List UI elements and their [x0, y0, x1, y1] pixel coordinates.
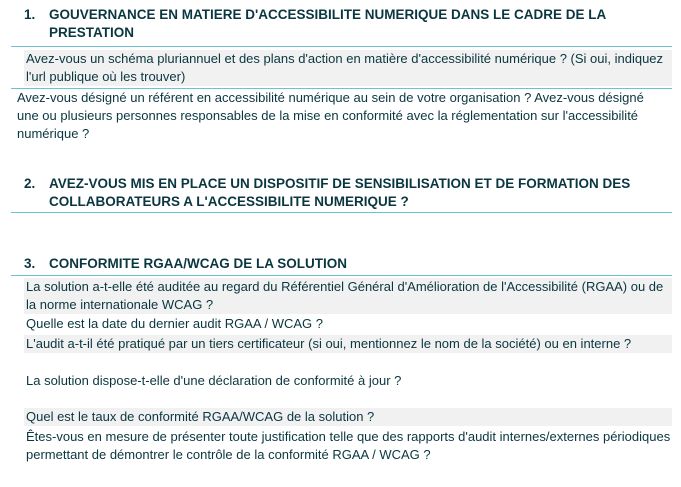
- section-2-title: AVEZ-VOUS MIS EN PLACE UN DISPOSITIF DE SENSIBILISATION ET DE FORMATION DES COLLABORATEURS A L'ACCESSIBILITE NUMERIQUE ?: [49, 176, 631, 209]
- section-3-title: CONFORMITE RGAA/WCAG DE LA SOLUTION: [49, 256, 347, 271]
- section-1-number: 1.: [24, 7, 36, 22]
- section-3-question-2: Quelle est la date du dernier audit RGAA / WCAG ?: [26, 316, 323, 331]
- section-2-heading: [24, 175, 664, 211]
- section-3-number: 3.: [24, 256, 36, 271]
- section-1-heading: [24, 6, 664, 42]
- section-1-divider: [11, 46, 672, 47]
- section-2-divider: [11, 212, 672, 213]
- section-1-question-1: Avez-vous un schéma pluriannuel et des plans d'action en matière d'accessibilité numérique ? (Si oui, indiquez l'url publique où les trouver): [24, 50, 672, 86]
- section-3-question-5: Quel est le taux de conformité RGAA/WCAG de la solution ?: [24, 408, 672, 426]
- section-2-number: 2.: [24, 176, 36, 191]
- section-3-heading: [24, 255, 664, 273]
- section-3-question-6: Êtes-vous en mesure de présenter toute justification telle que des rapports d'audit internes/externes périodiques permettant de démontrer le contrôle de la conformité RGAA / WCAG ?: [26, 429, 671, 462]
- section-1-question-2: Avez-vous désigné un référent en accessibilité numérique au sein de votre organisation ? Avez-vous désigné une ou plusieurs personnes responsables de la mise en conformité avec la réglementation sur l'accessibilité numérique ?: [17, 90, 644, 141]
- section-1-title: GOUVERNANCE EN MATIERE D'ACCESSIBILITE NUMERIQUE DANS LE CADRE DE LA PRESTATION: [49, 7, 606, 40]
- section-3-question-1: La solution a-t-elle été auditée au regard du Référentiel Général d'Amélioration de l'Accessibilité (RGAA) ou de la norme internationale WCAG ?: [24, 278, 672, 314]
- section-3-question-3: L'audit a-t-il été pratiqué par un tiers certificateur (si oui, mentionnez le nom de la société) ou en interne ?: [24, 335, 672, 353]
- section-3-divider: [11, 275, 672, 276]
- section-3-question-4: La solution dispose-t-elle d'une déclaration de conformité à jour ?: [26, 373, 402, 388]
